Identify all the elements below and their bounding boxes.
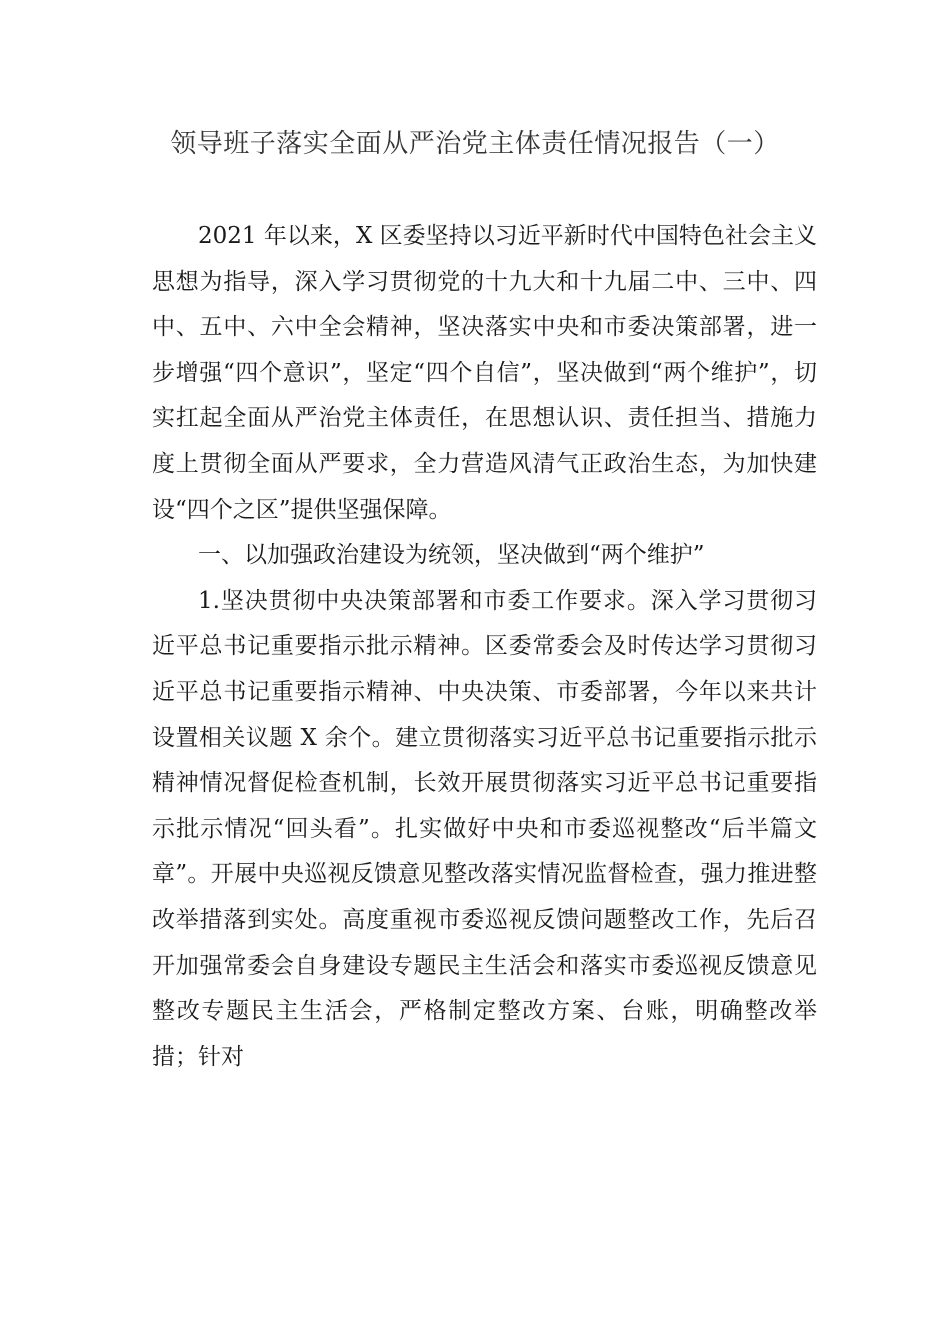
body-paragraph: 1.坚决贯彻中央决策部署和市委工作要求。深入学习贯彻习近平总书记重要指示批示精神。区委常委会及时传达学习贯彻习近平总书记重要指示精神、中央决策、市委部署，今年以来共计设置相关议题 X 余个。建立贯彻落实习近平总书记重要指示批示精神情况督促检查机制，长效开展贯彻落实习近平总书记重要指示批示情况“回头看”。扎实做好中央和市委巡视整改“后半篇文章”。开展中央巡视反馈意见整改落实情况监督检查，强力推进整改举措落到实处。高度重视市委巡视反馈问题整改工作，先后召开加强常委会自身建设专题民主生活会和落实市委巡视反馈意见整改专题民主生活会，严格制定整改方案、台账，明确整改举措；针对 bbox=[152, 587, 817, 1070]
document-body bbox=[152, 214, 817, 1080]
intro-paragraph: 2021 年以来，X 区委坚持以习近平新时代中国特色社会主义思想为指导，深入学习贯彻党的十九大和十九届二中、三中、四中、五中、六中全会精神，坚决落实中央和市委决策部署，进一步增强“四个意识”，坚定“四个自信”，坚决做到“两个维护”，切实扛起全面从严治党主体责任，在思想认识、责任担当、措施力度上贯彻全面从严要求，全力营造风清气正政治生态，为加快建设“四个之区”提供坚强保障。 bbox=[152, 223, 817, 523]
document-title: 领导班子落实全面从严治党主体责任情况报告（一） bbox=[170, 129, 780, 159]
section-heading: 一、以加强政治建设为统领，坚决做到“两个维护” bbox=[198, 542, 705, 569]
